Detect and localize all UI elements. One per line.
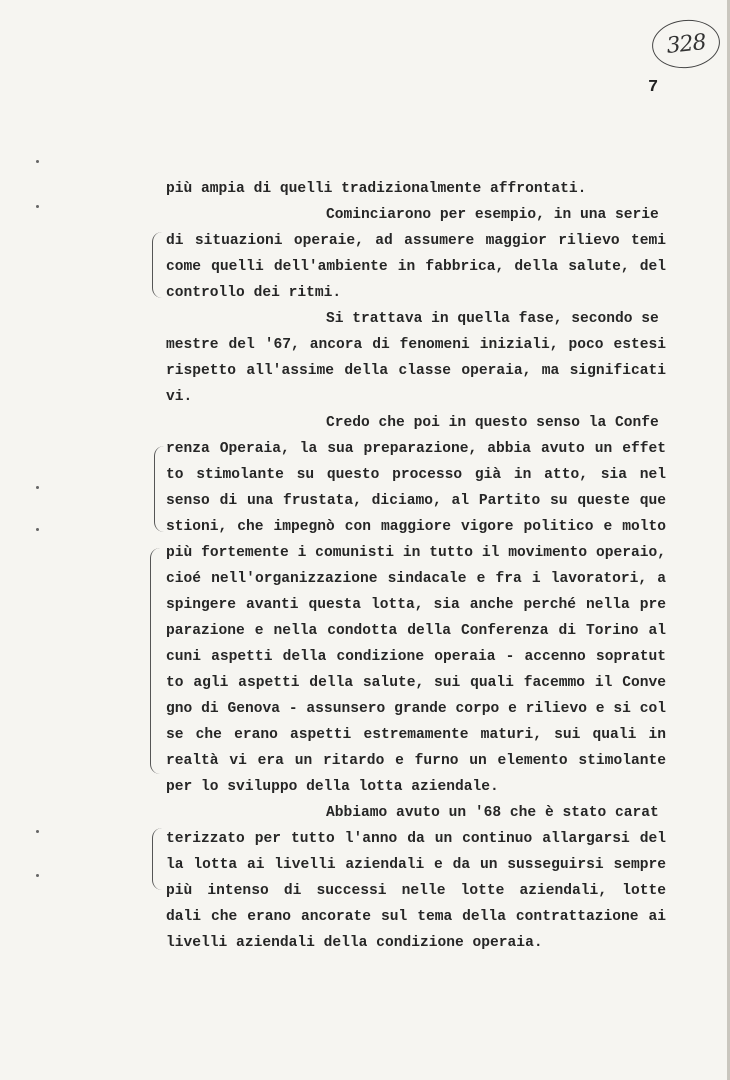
text-line: se che erano aspetti estremamente maturi, sui quali in [166, 727, 666, 743]
text-line: mestre del '67, ancora di fenomeni iniziali, poco estesi [166, 337, 666, 353]
text-line: vi. [166, 389, 193, 405]
margin-dot [36, 528, 39, 531]
margin-dot [36, 160, 39, 163]
text-line: stioni, che impegnò con maggiore vigore politico e molto [166, 519, 666, 535]
text-line: come quelli dell'ambiente in fabbrica, della salute, del [166, 259, 666, 275]
typewritten-text [166, 176, 666, 956]
text-line: Credo che poi in questo senso la Confe [326, 415, 659, 431]
margin-bracket [152, 828, 163, 890]
text-line: terizzato per tutto l'anno da un continuo allargarsi del [166, 831, 666, 847]
text-line: la lotta ai livelli aziendali e da un susseguirsi sempre [166, 857, 666, 873]
text-line: to stimolante su questo processo già in atto, sia nel [166, 467, 666, 483]
archive-number-stamp: 328 [650, 17, 723, 72]
text-line: renza Operaia, la sua preparazione, abbia avuto un effet [166, 441, 666, 457]
text-line: to agli aspetti della salute, sui quali facemmo il Conve [166, 675, 666, 691]
text-line: gno di Genova - assunsero grande corpo e rilievo e si col [166, 701, 666, 717]
text-line: di situazioni operaie, ad assumere maggior rilievo temi [166, 233, 666, 249]
page-number: 7 [648, 78, 659, 97]
text-line: controllo dei ritmi. [166, 285, 342, 301]
text-line: parazione e nella condotta della Conferenza di Torino al [166, 623, 666, 639]
text-line: per lo sviluppo della lotta aziendale. [166, 779, 499, 795]
text-line: senso di una frustata, diciamo, al Partito su queste que [166, 493, 666, 509]
text-line: cioé nell'organizzazione sindacale e fra i lavoratori, a [166, 571, 666, 587]
margin-dot [36, 205, 39, 208]
text-line: cuni aspetti della condizione operaia - accenno sopratut [166, 649, 666, 665]
text-line: Si trattava in quella fase, secondo se [326, 311, 659, 327]
margin-bracket [154, 446, 165, 532]
text-line: dali che erano ancorate sul tema della contrattazione ai [166, 909, 666, 925]
text-line: Cominciarono per esempio, in una serie [326, 207, 659, 223]
text-line: livelli aziendali della condizione operaia. [166, 935, 543, 951]
margin-dot [36, 830, 39, 833]
text-line: più ampia di quelli tradizionalmente affrontati. [166, 181, 587, 197]
text-line: più intenso di successi nelle lotte aziendali, lotte [166, 883, 666, 899]
margin-dot [36, 486, 39, 489]
margin-dot [36, 874, 39, 877]
margin-bracket [150, 548, 161, 774]
text-line: realtà vi era un ritardo e furno un elemento stimolante [166, 753, 666, 769]
text-line: rispetto all'assime della classe operaia, ma significati [166, 363, 666, 379]
text-line: più fortemente i comunisti in tutto il movimento operaio, [166, 545, 666, 561]
margin-bracket [152, 232, 163, 298]
text-line: spingere avanti questa lotta, sia anche perché nella pre [166, 597, 666, 613]
text-line: Abbiamo avuto un '68 che è stato carat [326, 805, 659, 821]
